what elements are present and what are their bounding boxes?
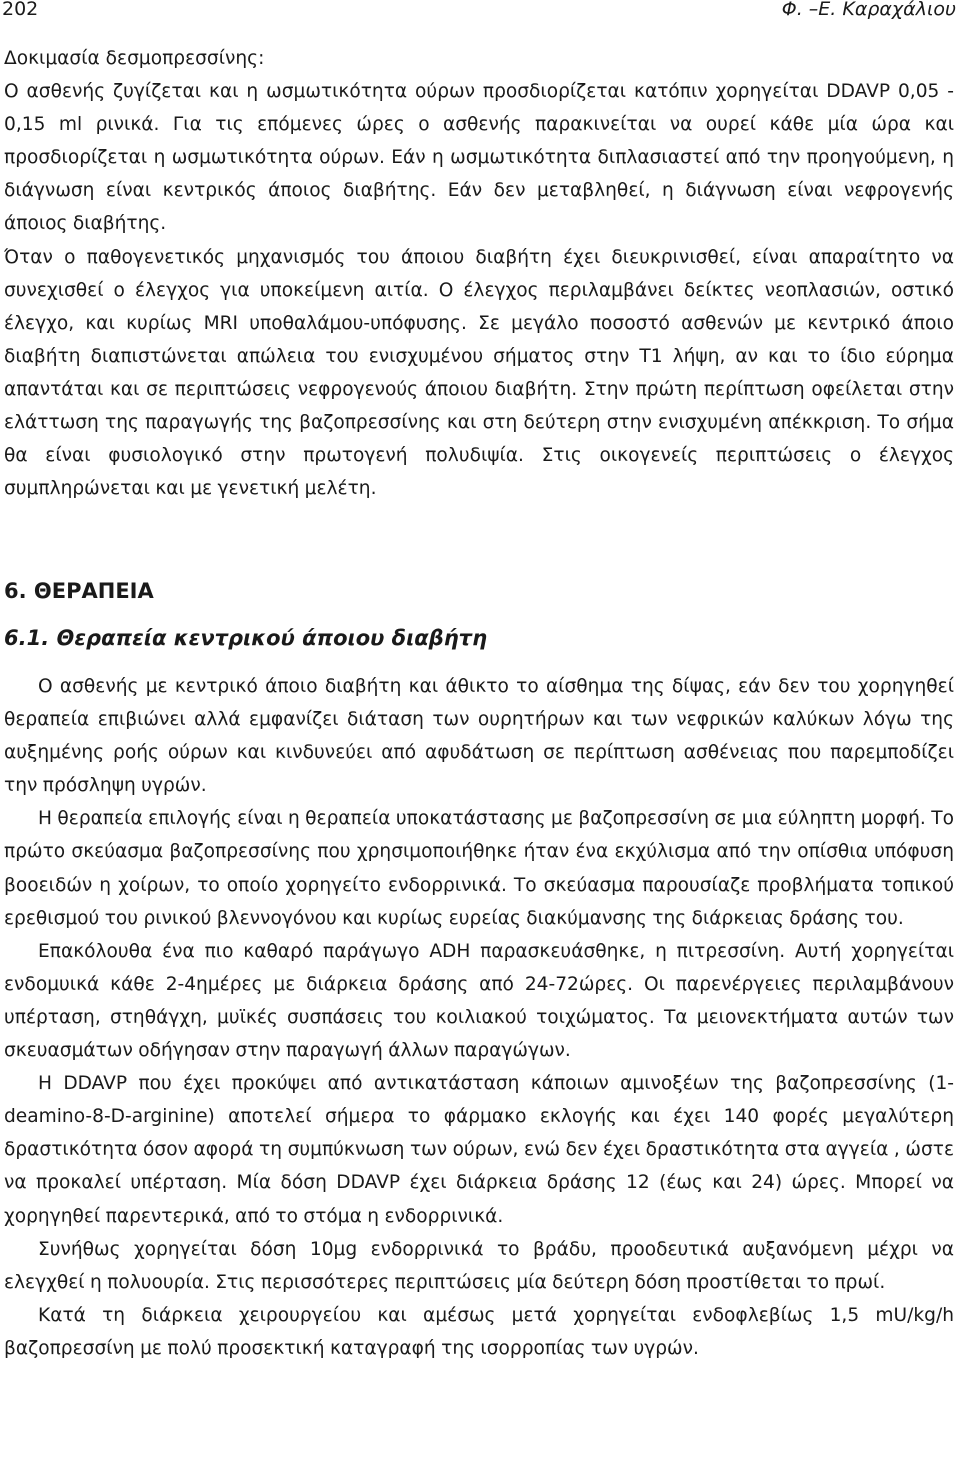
therapy-block	[4, 670, 954, 1365]
intro-paragraph-2: Όταν ο παθογενετικός μηχανισμός του άποιου διαβήτη έχει διευκρινισθεί, είναι απαραίτητο να συνεχισθεί ο έλεγχος για υποκείμενη αιτία. Ο έλεγχος περιλαμβάνει δείκτες νεοπλασιών, οστικό έλεγχο, και κυρίως MRI υποθαλάμου-υπόφυσης. Σε μεγάλο ποσοστό ασθενών με κεντρικό άποιο διαβήτη διαπιστώνεται απώλεια του ενισχυμένου σήματος στην Τ1 λήψη, αν και το ίδιο εύρημα απαντάται και σε περιπτώσεις νεφρογενούς άποιου διαβήτη. Στην πρώτη περίπτωση οφείλεται στην ελάττωση της παραγωγής της βαζοπρεσσίνης και στη δεύτερη στην ενισχυμένη απέκκριση. Το σήμα θα είναι φυσιολογικό στην πρωτογενή πολυδιψία. Στις οικογενείς περιπτώσεις ο έλεγχος συμπληρώνεται και με γενετική μελέτη.	[4, 246, 954, 500]
therapy-paragraph: Η DDAVP που έχει προκύψει από αντικατάσταση κάποιων αμινοξέων της βαζοπρεσσίνης (1-deamino-8-D-arginine) αποτελεί σήμερα το φάρμακο εκλογής και έχει 140 φορές μεγαλύτερη δραστικότητα όσον αφορά τη συμπύκνωση των ούρων, ενώ δεν έχει δραστικότητα στα αγγεία , ώστε να προκαλεί υπέρταση. Μία δόση DDAVP έχει διάρκεια δράσης 12 (έως και 24) ώρες. Μπορεί να χορηγηθεί παρεντερικά, από το στόμα η ενδορρινικά.	[4, 1073, 954, 1227]
intro-block	[4, 42, 954, 505]
intro-paragraph: Ο ασθενής ζυγίζεται και η ωσμωτικότητα ούρων προσδιορίζεται κατόπιν χορηγείται DDAVP 0,05 - 0,15 ml ρινικά. Για τις επόμενες ώρες ο ασθενής παρακινείται να ουρεί κάθε μία ώρα και προσδιορίζεται η ωσμωτικότητα ούρων. Εάν η ωσμωτικότητα διπλασιαστεί από την προηγούμενη, η διάγνωση είναι κεντρικός άποιος διαβήτης. Εάν δεν μεταβληθεί, η διάγνωση είναι νεφρογενής άποιος διαβήτης.	[4, 81, 954, 235]
page-number: 202	[2, 0, 39, 20]
running-head-author: Φ. –Ε. Καραχάλιου	[781, 0, 956, 20]
section-subheading: 6.1. Θεραπεία κεντρικού άποιου διαβήτη	[4, 626, 488, 650]
therapy-paragraph: Κατά τη διάρκεια χειρουργείου και αμέσως μετά χορηγείται ενδοφλεβίως 1,5 mU/kg/h βαζοπρεσσίνη με πολύ προσεκτική καταγραφή της ισορροπίας των υγρών.	[4, 1304, 954, 1359]
section-heading: 6. ΘΕΡΑΠΕΙΑ	[4, 579, 154, 603]
test-title: Δοκιμασία δεσμοπρεσσίνης:	[4, 48, 265, 69]
therapy-paragraph: Επακόλουθα ένα πιο καθαρό παράγωγο ADH παρασκευάσθηκε, η πιτρεσσίνη. Αυτή χορηγείται ενδομυικά κάθε 2-4ημέρες με διάρκεια δράσης από 24-72ώρες. Οι παρενέργειες περιλαμβάνουν υπέρταση, στηθάγχη, μυϊκές συσπάσεις του κοιλιακού τοιχώματος. Τα μειονεκτήματα αυτών των σκευασμάτων οδήγησαν στην παραγωγή άλλων παραγώγων.	[4, 940, 954, 1062]
therapy-paragraph: Συνήθως χορηγείται δόση 10μg ενδορρινικά το βράδυ, προοδευτικά αυξανόμενη μέχρι να ελεγχθεί η πολυουρία. Στις περισσότερες περιπτώσεις μία δεύτερη δόση προστίθεται το πρωί.	[4, 1238, 954, 1293]
therapy-paragraph: Ο ασθενής με κεντρικό άποιο διαβήτη και άθικτο το αίσθημα της δίψας, εάν δεν του χορηγηθεί θεραπεία επιβιώνει αλλά εμφανίζει διάταση των ουρητήρων και των νεφρικών καλύκων λόγω της αυξημένης ροής ούρων και κινδυνεύει από αφυδάτωση σε περίπτωση ασθένειας που παρεμποδίζει την πρόσληψη υγρών.	[4, 676, 954, 797]
page-header	[0, 0, 960, 24]
therapy-paragraph: Η θεραπεία επιλογής είναι η θεραπεία υποκατάστασης με βαζοπρεσσίνη σε μια εύληπτη μορφή. Το πρώτο σκεύασμα βαζοπρεσσίνης που χρησιμοποιήθηκε ήταν ένα εκχύλισμα από την οπίσθια υπόφυση βοοειδών η χοίρων, το οποίο χορηγείτο ενδορρινικά. Το σκεύασμα παρουσίαζε προβλήματα τοπικού ερεθισμού του ρινικού βλεννογόνου και κυρίως ευρείας διακύμανσης της διάρκειας δράσης του.	[4, 808, 954, 929]
